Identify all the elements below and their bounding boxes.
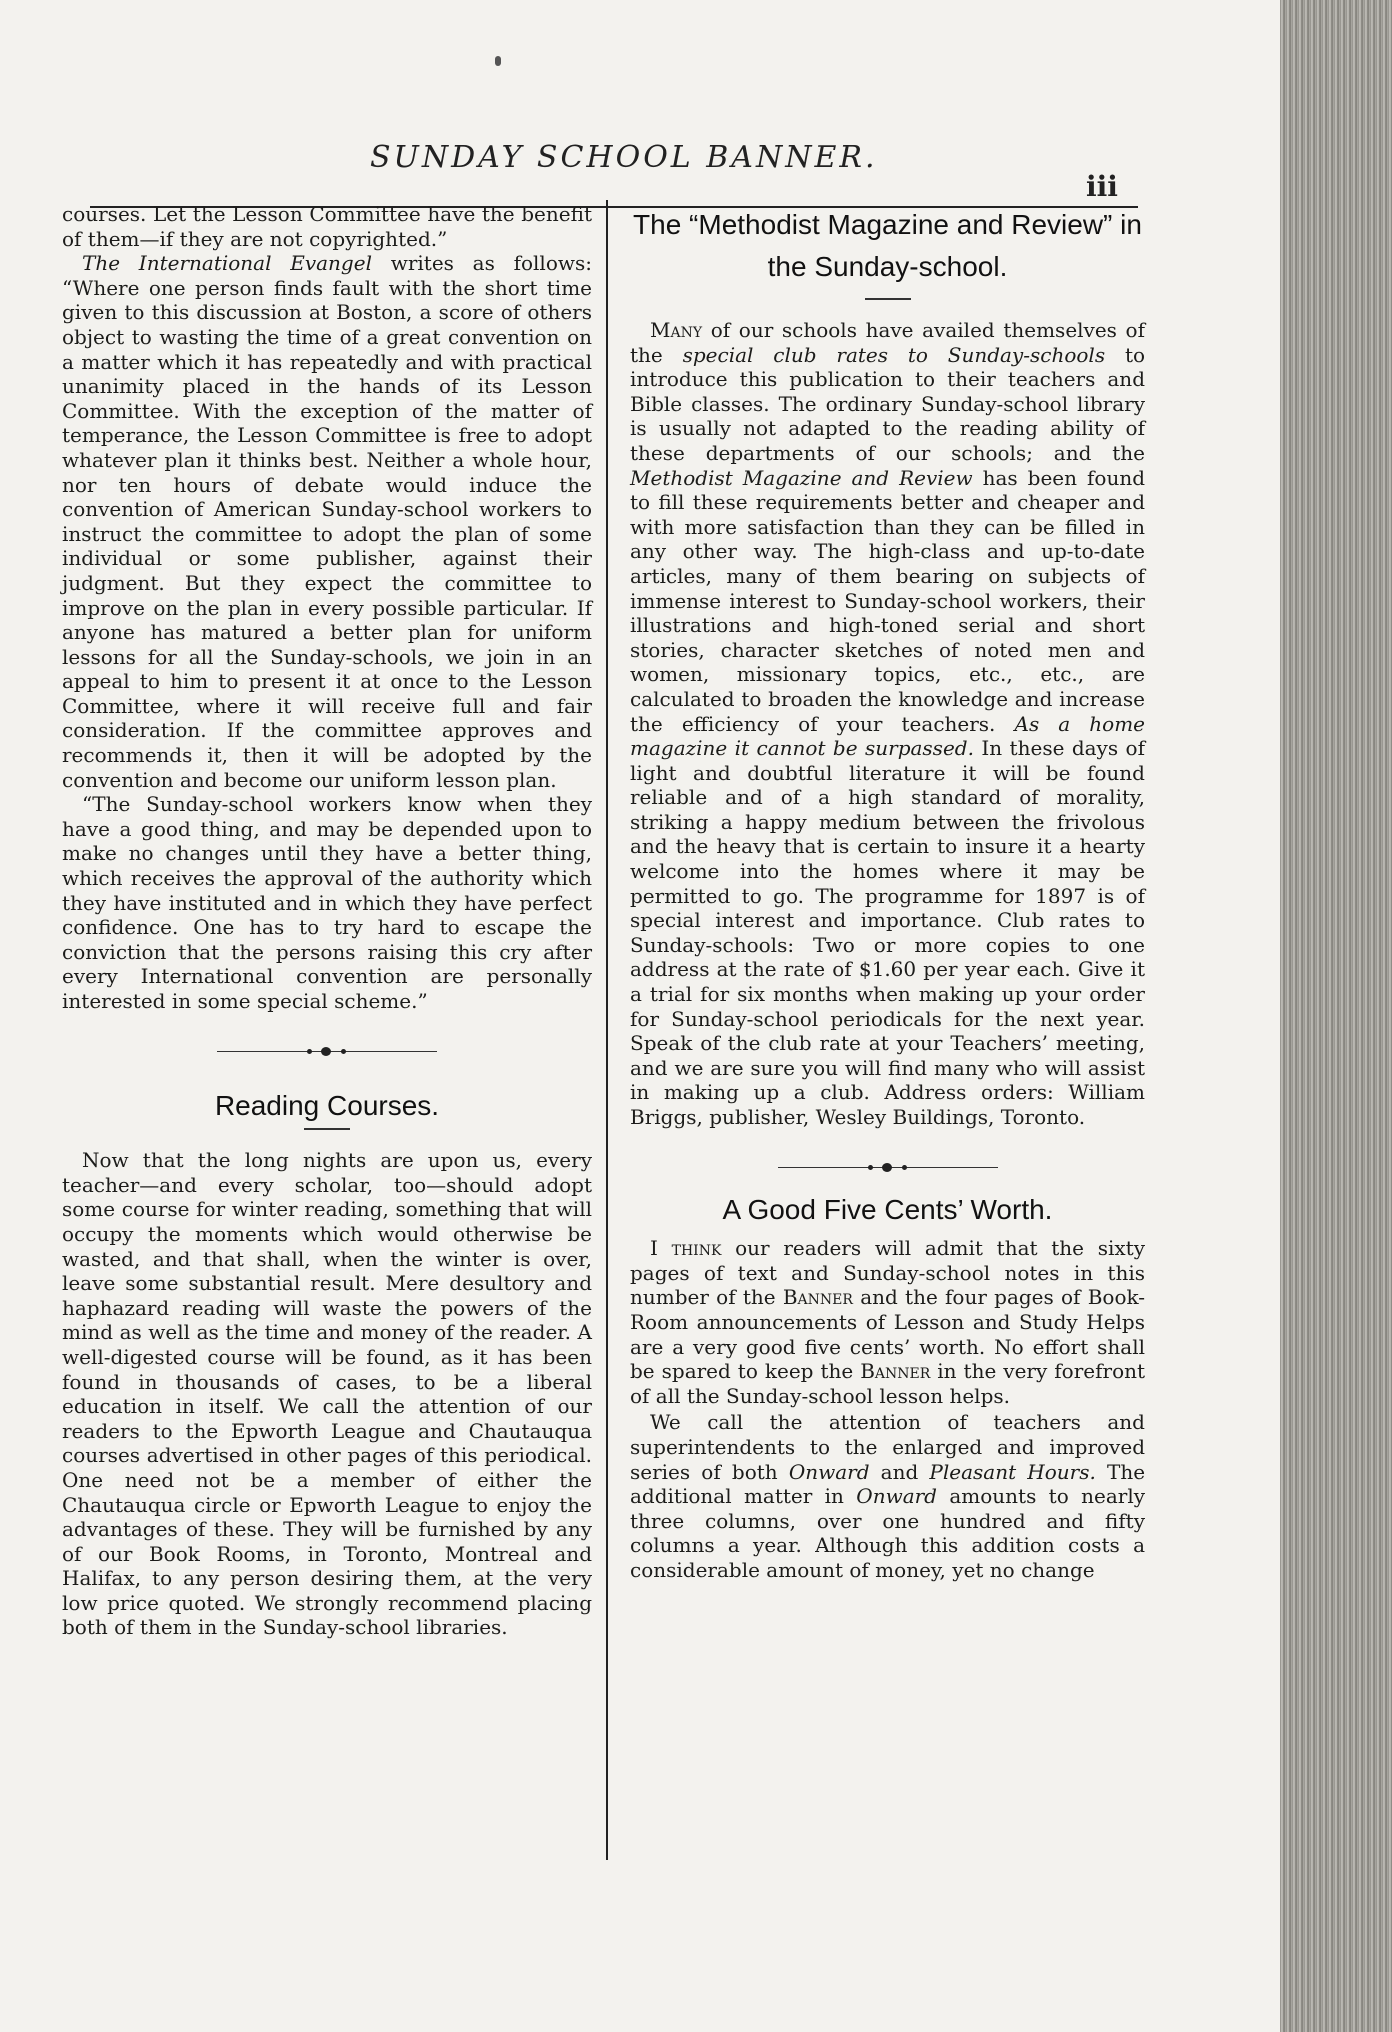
italic-span: Pleasant Hours. <box>929 1459 1096 1484</box>
section-ornament <box>778 1160 998 1176</box>
text-span: our readers will admit that the sixty pages of text and Sunday-school notes in this number of the <box>630 1236 1145 1310</box>
text-span: has been found to fill these requirements better and cheaper and with more satisfaction than they can be filled in any other way. The high-class and up-to-date articles, many of them bearing on subjects of immense interest to Sunday-school workers, their illustrations and high-toned serial and short stories, character sketches of noted men and women, missionary topics, etc., etc., are calculated to broaden the knowledge and increase the efficiency of your teachers. <box>630 465 1146 736</box>
banner-word: Banner <box>860 1359 931 1384</box>
banner-word: Banner <box>782 1285 853 1310</box>
text-span: of our schools have availed themselves of the <box>630 318 1146 367</box>
lead-word: I think <box>650 1236 722 1261</box>
lead-word: Many <box>650 318 703 342</box>
evangel-title: The International Evangel <box>82 251 372 276</box>
text-span: in the very forefront of all the Sunday-school lesson helps. <box>630 1359 1146 1408</box>
text-span: amounts to nearly three columns, over one hundred and fifty columns a year. Although this addition costs a considerable amount of money, yet no change <box>630 1484 1146 1582</box>
text-span: and <box>880 1459 919 1484</box>
paragraph-good-five-cents <box>630 1236 1145 1408</box>
left-column <box>62 202 592 1640</box>
text-span: and the four pages of Book-Room announcements of Lesson and Study Helps are a very good five cents’ worth. No effort shall be spared to keep the <box>630 1285 1146 1384</box>
heading-rule <box>865 298 911 300</box>
heading-methodist-magazine: The “Methodist Magazine and Review” in the Sunday-school. <box>633 209 1142 282</box>
right-column <box>630 200 1145 1583</box>
heading-rule <box>304 1128 350 1130</box>
text-span: The additional matter in <box>630 1459 1146 1509</box>
text-span: to introduce this publication to their teachers and Bible classes. The ordinary Sunday-school library is usually not adapted to the reading ability of these departments of our schools; and the <box>630 342 1146 465</box>
heading-reading-courses: Reading Courses. <box>214 1089 440 1121</box>
paragraph-courses-end: courses. Let the Lesson Committee have the benefit of them—if they are not copyrighted.” <box>62 202 592 251</box>
text-span: In these days of light and doubtful literature it will be found reliable and of a high standard of morality, striking a happy medium between the frivolous and the heavy that is certain to insure it a hearty welcome into the homes where it may be permitted to go. The programme for 1897 is of special interest and importance. Club rates to Sunday-schools: Two or more copies to one address at the rate of $1.60 per year each. Give it a trial for six months when making up your order for Sunday-school periodicals for the next year. Speak of the club rate at your Teachers’ meeting, and we are sure you will find many who will assist in making up a club. Address orders: William Briggs, publisher, Wesley Buildings, Toronto. <box>630 736 1145 1129</box>
paragraph-methodist <box>630 318 1145 1130</box>
paragraph-onward <box>630 1410 1145 1582</box>
italic-span: As a home magazine it cannot be surpassed. <box>630 711 1145 761</box>
print-speck <box>495 56 501 66</box>
paragraph-evangel <box>62 251 592 792</box>
heading-good-five-cents: A Good Five Cents’ Worth. <box>722 1193 1053 1225</box>
column-divider <box>606 200 608 1860</box>
running-head: SUNDAY SCHOOL BANNER. <box>370 140 878 175</box>
paragraph-reading-courses: Now that the long nights are upon us, every teacher—and every scholar, too—should adopt some course for winter reading, something that will occupy the moments which would otherwise be wasted, and that shall, when the winter is over, leave some substantial result. Mere desultory and haphazard reading will waste the powers of the mind as well as the time and money of the reader. A well-digested course will be found, as it has been found in thousands of cases, to be a liberal education in itself. We call the attention of our readers to the Epworth League and Chautauqua courses advertised in other pages of this periodical. One need not be a member of either the Chautauqua circle or Epworth League to enjoy the advantages of these. They will be furnished by any of our Book Rooms, in Toronto, Montreal and Halifax, to any person desiring them, at the very low price quoted. We strongly recommend placing both of them in the Sunday-school libraries. <box>62 1148 592 1640</box>
section-ornament <box>217 1044 437 1060</box>
page-number: iii <box>1086 170 1118 203</box>
text-span: We call the attention of teachers and superintendents to the enlarged and improved series of both <box>630 1410 1145 1484</box>
paragraph-evangel-text: writes as follows: “Where one person finds fault with the short time given to this discussion at Boston, a score of others object to wasting the time of a great convention on a matter which it has repeatedly and with practical unanimity placed in the hands of its Lesson Committee. With the exception of the matter of temperance, the Lesson Committee is free to adopt whatever plan it thinks best. Neither a whole hour, nor ten hours of debate would induce the convention of American Sunday-school workers to instruct the committee to adopt the plan of some individual or some publisher, against their judgment. But they expect the committee to improve on the plan in every possible particular. If anyone has matured a better plan for uniform lessons for all the Sunday-schools, we join in an appeal to him to present it at once to the Lesson Committee, where it will receive full and fair consideration. If the committee approves and recommends it, then it will be adopted by the convention and become our uniform lesson plan. <box>62 251 592 792</box>
italic-span: special club rates to Sunday-schools <box>682 342 1106 367</box>
book-page-edge <box>1280 0 1392 2032</box>
italic-span: Methodist Magazine and Review <box>630 465 973 490</box>
italic-span: Onward <box>856 1484 937 1509</box>
italic-span: Onward <box>788 1459 870 1484</box>
paragraph-workers: “The Sunday-school workers know when they have a good thing, and may be depended upon to make no changes until they have a better thing, which receives the approval of the authority which they have instituted and in which they have perfect confidence. One has to try hard to escape the conviction that the persons raising this cry after every International convention are personally interested in some special scheme.” <box>62 792 592 1013</box>
